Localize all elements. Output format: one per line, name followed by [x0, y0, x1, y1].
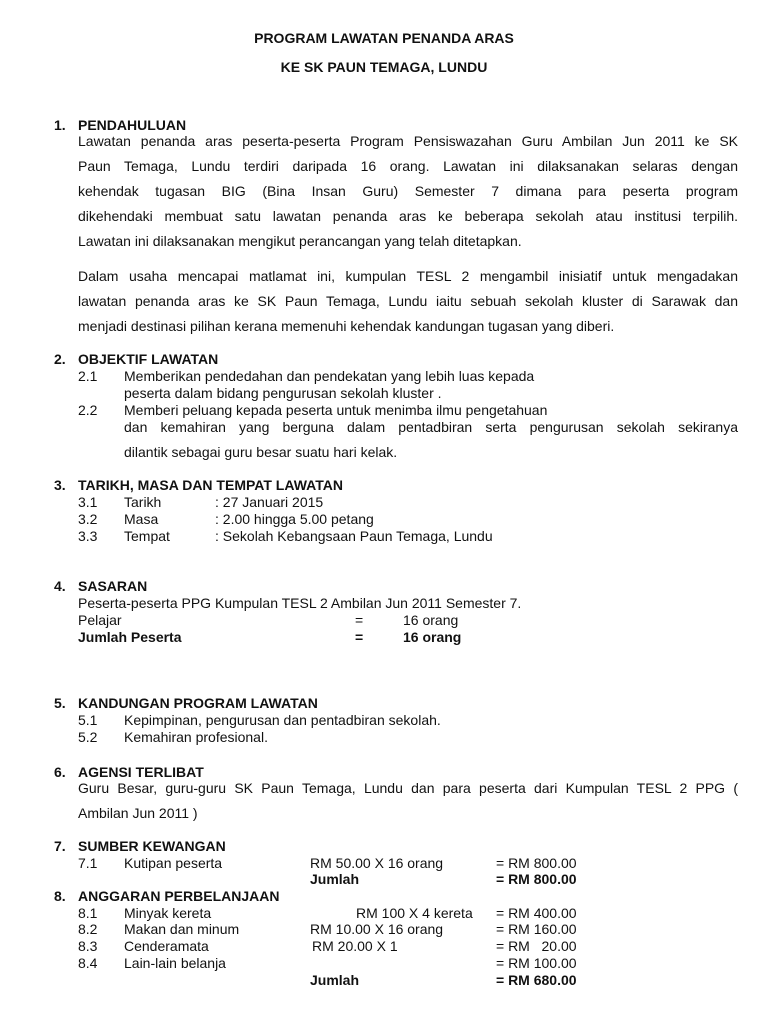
item-label: Cenderamata: [124, 938, 209, 954]
total-amount: = RM 800.00: [496, 871, 577, 887]
item-number: 8.1: [78, 905, 98, 921]
item-label: Minyak kereta: [124, 905, 212, 921]
item-text: dan kemahiran yang berguna dalam pentadbiran serta pengurusan sekolah sekiranya: [124, 419, 738, 435]
paragraph-line: Paun Temaga, Lundu terdiri daripada 16 orang. Lawatan ini dilaksanakan selaras dengan: [78, 158, 738, 174]
item-number: 5.1: [78, 712, 98, 728]
item-text: peserta dalam bidang pengurusan sekolah kluster .: [124, 385, 442, 401]
item-number: 8.4: [78, 955, 98, 971]
total-amount: = RM 680.00: [496, 972, 577, 988]
item-text: Kepimpinan, pengurusan dan pentadbiran sekolah.: [124, 712, 441, 728]
section-heading: SASARAN: [78, 578, 148, 594]
sasaran-equals: =: [355, 612, 364, 628]
paragraph-line: Lawatan penanda aras peserta-peserta Program Pensiswazahan Guru Ambilan Jun 2011 ke SK: [78, 133, 738, 149]
sasaran-total-value: 16 orang: [403, 629, 462, 645]
item-number: 3.1: [78, 494, 98, 510]
section-heading: TARIKH, MASA DAN TEMPAT LAWATAN: [78, 477, 343, 493]
paragraph-line: menjadi destinasi pilihan kerana memenuhi kehendak kandungan tugasan yang diberi.: [78, 318, 615, 334]
section-heading: KANDUNGAN PROGRAM LAWATAN: [78, 695, 318, 711]
item-number: 2.2: [78, 402, 98, 418]
item-label: Lain-lain belanja: [124, 955, 226, 971]
item-label: Makan dan minum: [124, 921, 240, 937]
paragraph-line: Ambilan Jun 2011 ): [78, 805, 198, 821]
item-amount: = RM 400.00: [496, 905, 577, 921]
item-label: Kutipan peserta: [124, 855, 223, 871]
sasaran-value: 16 orang: [403, 612, 459, 628]
section-number: 1.: [54, 117, 66, 133]
item-calculation: RM 10.00 X 16 orang: [310, 921, 444, 937]
section-number: 8.: [54, 888, 66, 904]
total-label: Jumlah: [310, 972, 360, 988]
item-label: Tempat: [124, 528, 170, 544]
item-number: 5.2: [78, 729, 98, 745]
item-label: Masa: [124, 511, 159, 527]
section-number: 7.: [54, 838, 66, 854]
item-value: : 2.00 hingga 5.00 petang: [215, 511, 374, 527]
item-text: Memberi peluang kepada peserta untuk menimba ilmu pengetahuan: [124, 402, 548, 418]
sasaran-total-label: Jumlah Peserta: [78, 629, 182, 645]
section-heading: AGENSI TERLIBAT: [78, 764, 204, 780]
item-value: : Sekolah Kebangsaan Paun Temaga, Lundu: [215, 528, 493, 544]
section-number: 4.: [54, 578, 66, 594]
item-calculation: RM 100 X 4 kereta: [356, 905, 473, 921]
section-number: 3.: [54, 477, 66, 493]
document-title: PROGRAM LAWATAN PENANDA ARAS: [254, 30, 514, 46]
item-amount: = RM 20.00: [496, 938, 577, 954]
paragraph-line: kehendak tugasan BIG (Bina Insan Guru) Semester 7 dimana para peserta program: [78, 183, 738, 199]
item-amount: = RM 100.00: [496, 955, 577, 971]
section-heading: SUMBER KEWANGAN: [78, 838, 226, 854]
sasaran-label: Pelajar: [78, 612, 122, 628]
item-amount: = RM 160.00: [496, 921, 577, 937]
item-number: 8.2: [78, 921, 98, 937]
item-text: dilantik sebagai guru besar suatu hari kelak.: [124, 444, 398, 460]
item-calculation: RM 50.00 X 16 orang: [310, 855, 444, 871]
section-heading: PENDAHULUAN: [78, 117, 187, 133]
total-label: Jumlah: [310, 871, 360, 887]
paragraph-line: dikehendaki membuat satu lawatan penanda aras ke beberapa sekolah atau institusi terpilih.: [78, 208, 738, 224]
section-number: 6.: [54, 764, 66, 780]
item-text: Memberikan pendedahan dan pendekatan yang lebih luas kepada: [124, 368, 535, 384]
paragraph-line: Lawatan ini dilaksanakan mengikut perancangan yang telah ditetapkan.: [78, 233, 522, 249]
section-number: 5.: [54, 695, 66, 711]
item-number: 3.2: [78, 511, 98, 527]
item-number: 8.3: [78, 938, 98, 954]
item-value: : 27 Januari 2015: [215, 494, 324, 510]
section-heading: ANGGARAN PERBELANJAAN: [78, 888, 280, 904]
sasaran-description: Peserta-peserta PPG Kumpulan TESL 2 Ambilan Jun 2011 Semester 7.: [78, 595, 522, 611]
section-heading: OBJEKTIF LAWATAN: [78, 351, 219, 367]
item-number: 3.3: [78, 528, 98, 544]
item-number: 7.1: [78, 855, 98, 871]
item-text: Kemahiran profesional.: [124, 729, 268, 745]
paragraph-line: lawatan penanda aras ke SK Paun Temaga, Lundu iaitu sebuah sekolah kluster di Sarawak dan: [78, 293, 738, 309]
section-number: 2.: [54, 351, 66, 367]
paragraph-line: Guru Besar, guru-guru SK Paun Temaga, Lundu dan para peserta dari Kumpulan TESL 2 PPG (: [78, 780, 738, 796]
paragraph-line: Dalam usaha mencapai matlamat ini, kumpulan TESL 2 mengambil inisiatif untuk mengadakan: [78, 268, 738, 284]
item-calculation: RM 20.00 X 1: [312, 938, 398, 954]
sasaran-equals: =: [355, 629, 364, 645]
document-subtitle: KE SK PAUN TEMAGA, LUNDU: [280, 59, 488, 75]
item-amount: = RM 800.00: [496, 855, 577, 871]
item-number: 2.1: [78, 368, 98, 384]
item-label: Tarikh: [124, 494, 162, 510]
